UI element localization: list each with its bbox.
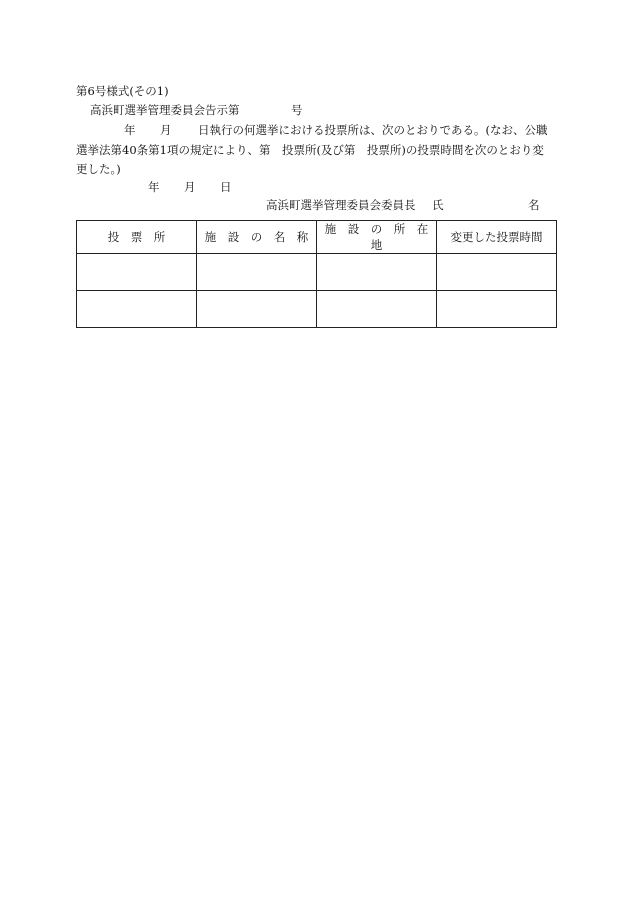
signer-title: 高浜町選挙管理委員会委員長 <box>266 198 416 212</box>
date-month-label: 月 <box>184 180 196 194</box>
table-cell <box>437 254 557 291</box>
notice-prefix: 高浜町選挙管理委員会告示第 <box>90 103 240 117</box>
notice-suffix: 号 <box>291 103 303 117</box>
body-month-label: 月 <box>160 123 172 137</box>
table-cell <box>77 291 197 328</box>
table-cell <box>437 291 557 328</box>
body-year-label: 年 <box>124 123 136 137</box>
table-cell <box>197 291 317 328</box>
date-day-label: 日 <box>220 180 232 194</box>
table-row <box>77 254 557 291</box>
notice-number-line <box>90 103 303 117</box>
table-cell <box>317 291 437 328</box>
date-year-label: 年 <box>148 180 160 194</box>
header-facility-address: 施 設 の 所 在 地 <box>317 221 437 254</box>
header-changed-hours: 変更した投票時間 <box>437 221 557 254</box>
polling-place-table <box>76 220 557 328</box>
table-cell <box>317 254 437 291</box>
body-text-line-3: 更した。) <box>76 162 121 176</box>
table-cell <box>197 254 317 291</box>
signer-name-label: 名 <box>528 198 540 212</box>
header-facility-name: 施 設 の 名 称 <box>197 221 317 254</box>
table-header-row <box>77 221 557 254</box>
signer-surname-label: 氏 <box>432 198 444 212</box>
table-cell <box>77 254 197 291</box>
form-number: 第6号様式(その1) <box>76 84 169 98</box>
header-polling-place: 投 票 所 <box>77 221 197 254</box>
body-text-1: 日執行の何選挙における投票所は、次のとおりである。(なお、公職 <box>198 123 548 137</box>
body-text-line-2: 選挙法第40条第1項の規定により、第 投票所(及び第 投票所)の投票時間を次のとおり変 <box>76 143 544 157</box>
table-row <box>77 291 557 328</box>
